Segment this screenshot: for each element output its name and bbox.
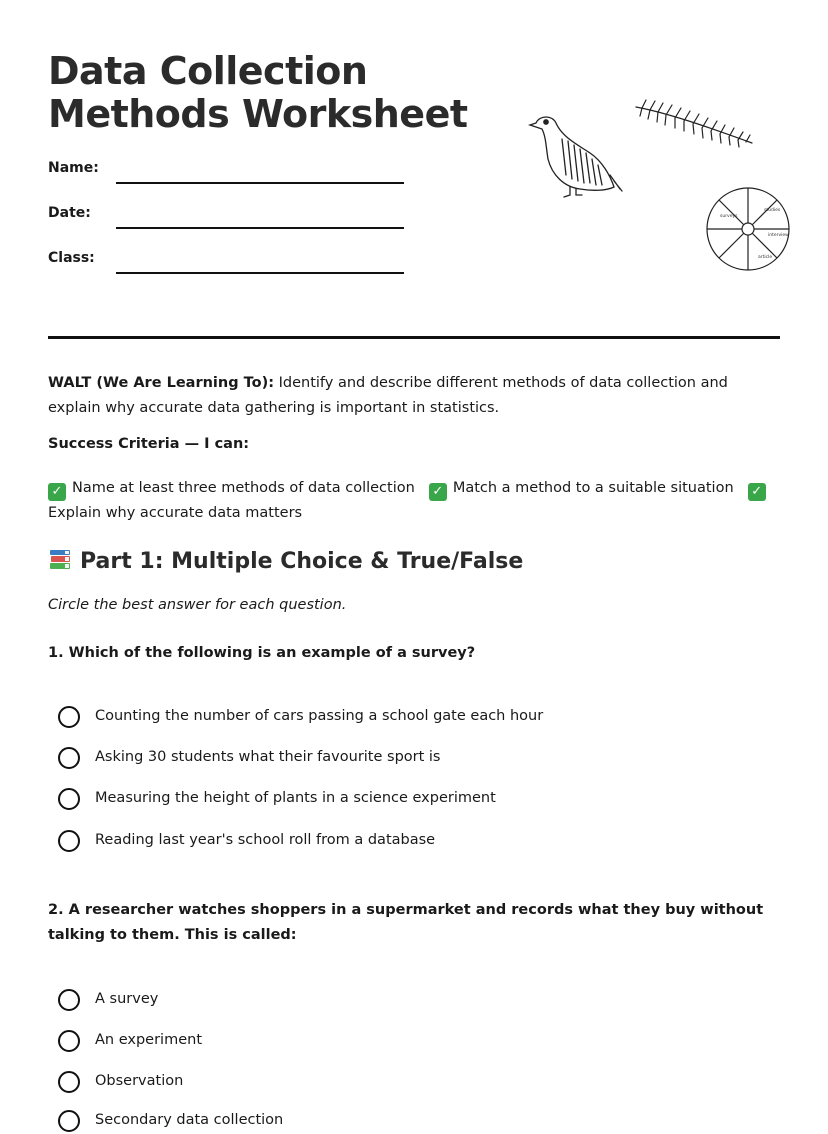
criterion-item [48,480,415,499]
answer-circle[interactable] [58,788,80,810]
answer-circle[interactable] [58,989,80,1011]
part-1-heading [48,547,523,574]
option-text: Secondary data collection [95,1112,284,1128]
answer-circle[interactable] [58,747,80,769]
success-criteria-list [48,476,780,525]
question-1-option-b[interactable] [58,747,758,771]
option-text: A survey [95,991,159,1007]
class-line[interactable] [116,272,404,274]
walt-label: WALT (We Are Learning To): [48,375,274,391]
option-text: Counting the number of cars passing a school gate each hour [95,708,544,724]
bird-icon [530,117,622,197]
class-field[interactable] [48,250,408,280]
spinner-label: studies [764,208,781,213]
criterion-text: Match a method to a suitable situation [452,480,734,496]
question-1-text: 1. Which of the following is an example of a survey? [48,645,476,661]
name-line[interactable] [116,182,404,184]
option-text: An experiment [95,1032,203,1048]
name-field[interactable] [48,160,408,190]
part-1-instruction: Circle the best answer for each question. [48,597,347,613]
criterion-text: Explain why accurate data matters [48,505,303,521]
question-1-option-c[interactable] [58,788,758,812]
title-line-1: Data Collection [48,49,368,93]
answer-circle[interactable] [58,1071,80,1093]
option-text: Asking 30 students what their favourite sport is [95,749,441,765]
date-label: Date: [48,205,91,221]
title-line-2: Methods Worksheet [48,92,468,136]
question-1-option-a[interactable] [58,706,758,730]
spinner-label: interview [768,233,789,238]
fern-icon [636,100,752,147]
worksheet-title [48,50,468,136]
answer-circle[interactable] [58,830,80,852]
check-icon: ✓ [429,483,447,501]
criterion-item [429,480,734,499]
check-icon: ✓ [748,483,766,501]
date-line[interactable] [116,227,404,229]
spinner-icon [707,188,789,270]
class-label: Class: [48,250,95,266]
question-2-option-b[interactable] [58,1030,758,1054]
question-1-option-d[interactable] [58,830,758,854]
books-icon [48,547,72,571]
header-divider [48,336,780,339]
check-icon: ✓ [48,483,66,501]
answer-circle[interactable] [58,1110,80,1132]
worksheet-page [48,0,789,1128]
walt-statement [48,371,780,421]
walt-text: Identify and describe different methods of data collection and explain why accurate data gathering is important in statistics. [48,375,728,416]
option-text: Measuring the height of plants in a science experiment [95,790,496,806]
criterion-text: Name at least three methods of data collection [72,480,415,496]
name-label: Name: [48,160,99,176]
spinner-label: surveys [720,214,738,219]
question-2-option-c[interactable] [58,1071,758,1095]
option-text: Reading last year's school roll from a database [95,832,436,848]
answer-circle[interactable] [58,1030,80,1052]
question-2-option-a[interactable] [58,989,758,1013]
success-criteria-heading: Success Criteria — I can: [48,436,250,452]
answer-circle[interactable] [58,706,80,728]
question-2-text: 2. A researcher watches shoppers in a supermarket and records what they buy without talking to them. This is called: [48,902,764,943]
question-2-option-d[interactable] [58,1110,758,1134]
option-text: Observation [95,1073,184,1089]
part-1-title: Part 1: Multiple Choice & True/False [80,549,524,574]
date-field[interactable] [48,205,408,235]
worksheet-illustration [518,95,789,275]
spinner-label: article [758,255,773,260]
